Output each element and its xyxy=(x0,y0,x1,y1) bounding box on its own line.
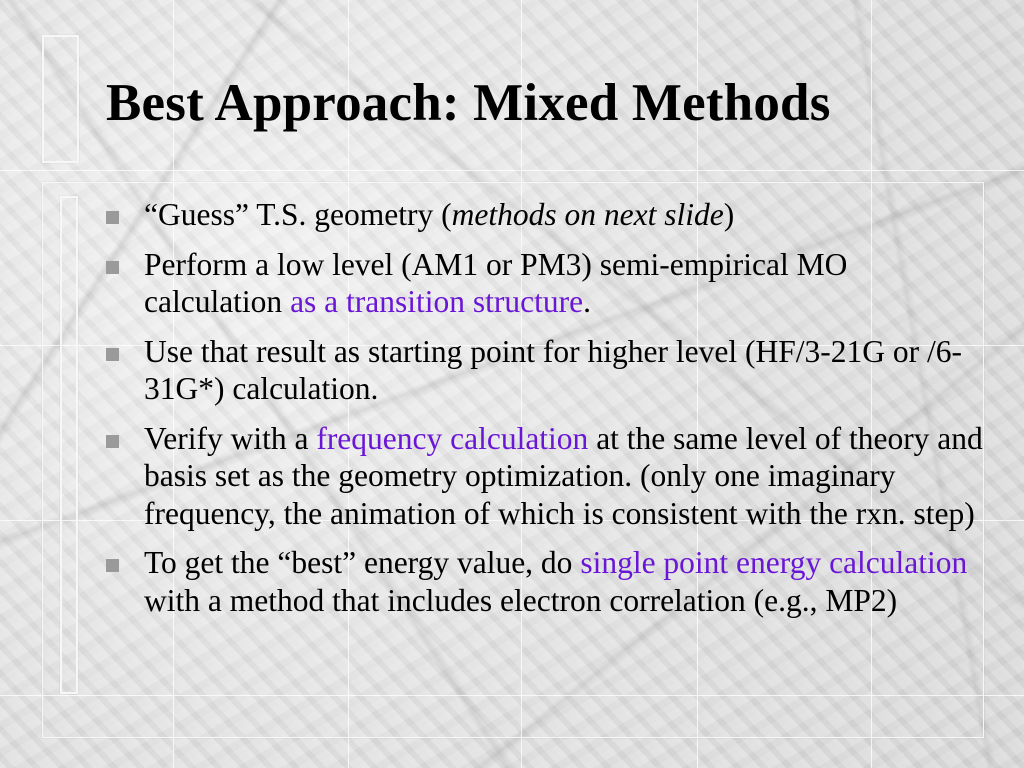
slide-title: Best Approach: Mixed Methods xyxy=(106,74,831,132)
bullet-highlight-text: as a transition structure xyxy=(290,284,584,319)
bullet-list xyxy=(104,196,984,631)
side-bar-decoration xyxy=(60,196,78,694)
bullet-italic-text: methods on next slide xyxy=(451,197,724,232)
square-bullet-icon xyxy=(106,211,119,224)
square-bullet-icon xyxy=(106,348,119,361)
bullet-text: Verify with a xyxy=(144,420,317,456)
bullet-text: “Guess” T.S. geometry ( xyxy=(144,197,452,232)
bullet-text: . xyxy=(583,284,591,319)
bullet-text: at the same level of theory and basis set as the geometry optimization. (only one imaginary frequency, the animation of which is consistent with the rxn. step) xyxy=(144,420,983,531)
bullet-item xyxy=(104,544,984,619)
bullet-item xyxy=(104,333,984,408)
bullet-text: with a method that includes electron correlation (e.g., MP2) xyxy=(144,582,898,618)
square-bullet-icon xyxy=(106,261,119,274)
bullet-text: Use that result as starting point for higher level (HF/3-21G or /6-31G*) calculation. xyxy=(144,333,962,406)
bullet-highlight-text: single point energy calculation xyxy=(580,545,968,580)
tile-seam xyxy=(0,170,1024,171)
bullet-item xyxy=(104,196,984,234)
bullet-item xyxy=(104,246,984,321)
title-frame-decoration xyxy=(42,35,79,163)
square-bullet-icon xyxy=(106,559,119,572)
bullet-text: ) xyxy=(723,197,735,232)
bullet-item xyxy=(104,420,984,533)
square-bullet-icon xyxy=(106,435,119,448)
bullet-text: Perform a low level (AM1 or PM3) semi-empirical MO calculation xyxy=(144,246,848,319)
bullet-text: To get the “best” energy value, do xyxy=(144,545,581,580)
bullet-highlight-text: frequency calculation xyxy=(316,420,589,456)
